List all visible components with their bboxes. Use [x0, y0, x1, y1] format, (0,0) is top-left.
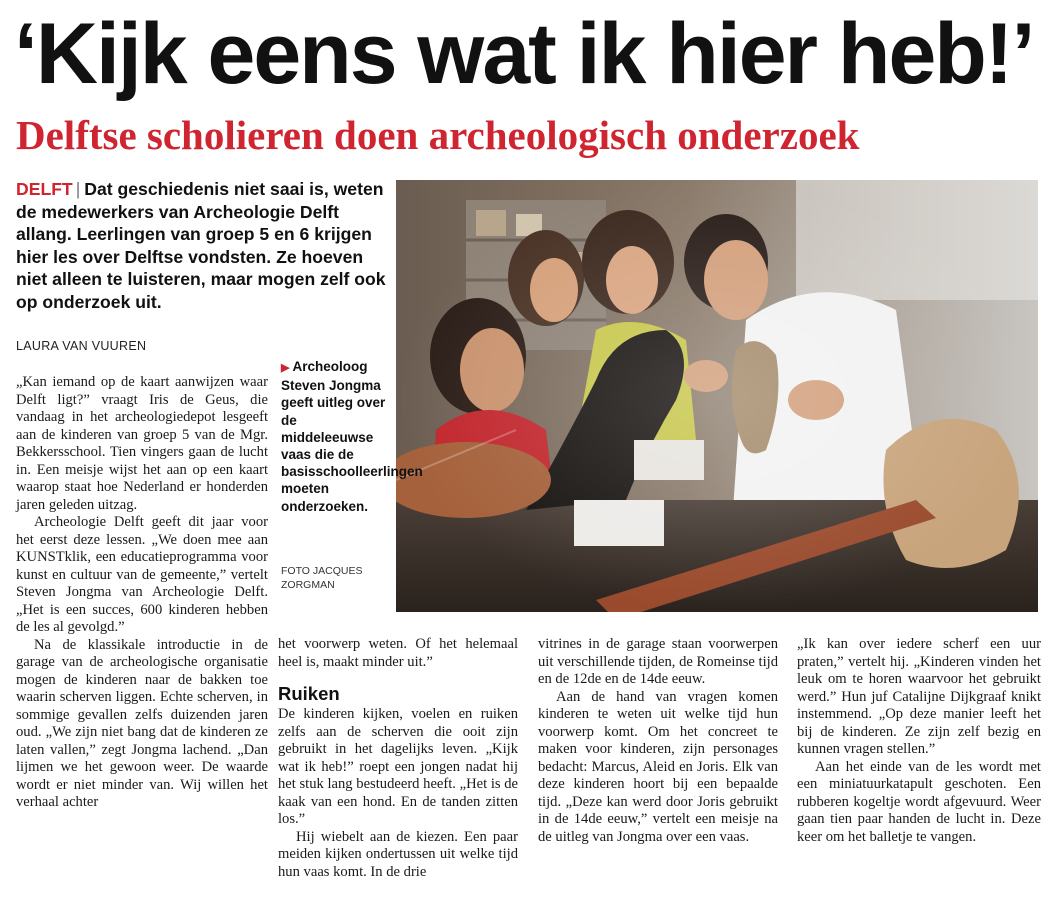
paragraph: „Kan iemand op de kaart aanwijzen waar Delft ligt?” vraagt Iris de Geus, die vandaag in het archeologiedepot lesgeeft aan de kinderen van groep 5 van de Mgr. Bekkersschool. Tien vingers gaan de lucht in. Een meisje wijst het aan op een kaart waarop staat hoe Nederland er honderden jaren geleden uitzag.: [16, 374, 268, 513]
photo-credit: FOTO JACQUES ZORGMAN: [281, 565, 363, 591]
byline: LAURA VAN VUUREN: [16, 339, 147, 353]
intro-paragraph: [16, 178, 386, 313]
photo-caption-text: Archeoloog Steven Jongma geeft uitleg over de middeleeuwse vaas die de basisschoolleerlingen moeten onderzoeken.: [281, 359, 423, 514]
paragraph: Archeologie Delft geeft dit jaar voor het eerst deze lessen. „We doen mee aan KUNSTklik, een educatieprogramma voor kunst en cultuur van de gemeente,” vertelt Steven Jongma van Archeologie Delft. „Het is een succes, 600 kinderen hebben de les al gevolgd.”: [16, 514, 268, 635]
article-column-3: [538, 636, 778, 846]
paragraph: Aan de hand van vragen komen kinderen te weten uit welke tijd hun voorwerp komt. Om het concreet te maken voor kinderen, zijn personages bedacht: Marcus, Aleid en Joris. Elk van deze kinderen hoort bij een bepaalde tijd. „Deze kan werd door Joris gebruikt in de 14de eeuw,” vertelt een meisje na de uitleg van Jongma over een vaas.: [538, 688, 778, 845]
paragraph: De kinderen kijken, voelen en ruiken zelfs aan de scherven die ooit zijn gebruikt in het dagelijks leven. „Kijk wat ik heb!” roept een jongen nadat hij het stuk lang bestudeerd heeft. „Het is de kaak van een hond. En de tanden zitten los.”: [278, 706, 518, 827]
subheadline: Delftse scholieren doen archeologisch onderzoek: [16, 112, 860, 158]
paragraph: vitrines in de garage staan voorwerpen uit verschillende tijden, de Romeinse tijd en de 12de en de 14de eeuw.: [538, 636, 778, 687]
dateline-tag: DELFT: [16, 179, 73, 199]
intro-text: Dat geschiedenis niet saai is, weten de medewerkers van Archeologie Delft allang. Leerlingen van groep 5 en 6 krijgen hier les over Delftse vondsten. Ze hoeven niet alleen te luisteren, maar mogen zelf ook op onderzoek uit.: [16, 179, 386, 312]
paragraph: „Ik kan over iedere scherf een uur praten,” vertelt hij. „Kinderen vinden het leuk om te horen waarvoor het gebruikt werd.” Hun juf Catalijne Dijkgraaf knikt instemmend. „Op deze manier leeft het bij de kinderen. Ze zijn zelf bezig en kunnen vragen stellen.”: [797, 636, 1041, 757]
children-archaeology-photo: [396, 180, 1038, 612]
photo-caption: [281, 358, 423, 515]
triangle-right-icon: ▶: [281, 362, 290, 374]
paragraph-continuation: het voorwerp weten. Of het helemaal heel is, maakt minder uit.”: [278, 636, 518, 670]
article-column-4: [797, 636, 1041, 846]
article-column-2: [278, 636, 518, 881]
paragraph: Aan het einde van de les wordt met een miniatuurkatapult geschoten. Een rubberen kogeltje wordt afgevuurd. Weer gaan tien paar handen de lucht in. Deze keer om het balletje te vangen.: [797, 758, 1041, 845]
dateline-separator: |: [75, 179, 81, 199]
article-photo: [396, 180, 1038, 612]
paragraph: Na de klassikale introductie in de garage van de archeologische organisatie mogen de kinderen naar de bakken toe waarin scherven liggen. Echte scherven, in sommige gevallen zelfs duizenden jaren oud. „We zijn niet bang dat de kinderen ze laten vallen,” zegt Jongma lachend. „Dan lijmen we het gewoon weer. De waarde wordt er niet minder van. Wij willen het verhaal achter: [16, 636, 268, 810]
section-subheading: Ruiken: [278, 683, 340, 704]
article-column-1: [16, 374, 268, 812]
headline: ‘Kijk eens wat ik hier heb!’: [14, 6, 1034, 102]
paragraph: Hij wiebelt aan de kiezen. Een paar meiden kijken ondertussen uit welke tijd hun vaas komt. In de drie: [278, 828, 518, 880]
